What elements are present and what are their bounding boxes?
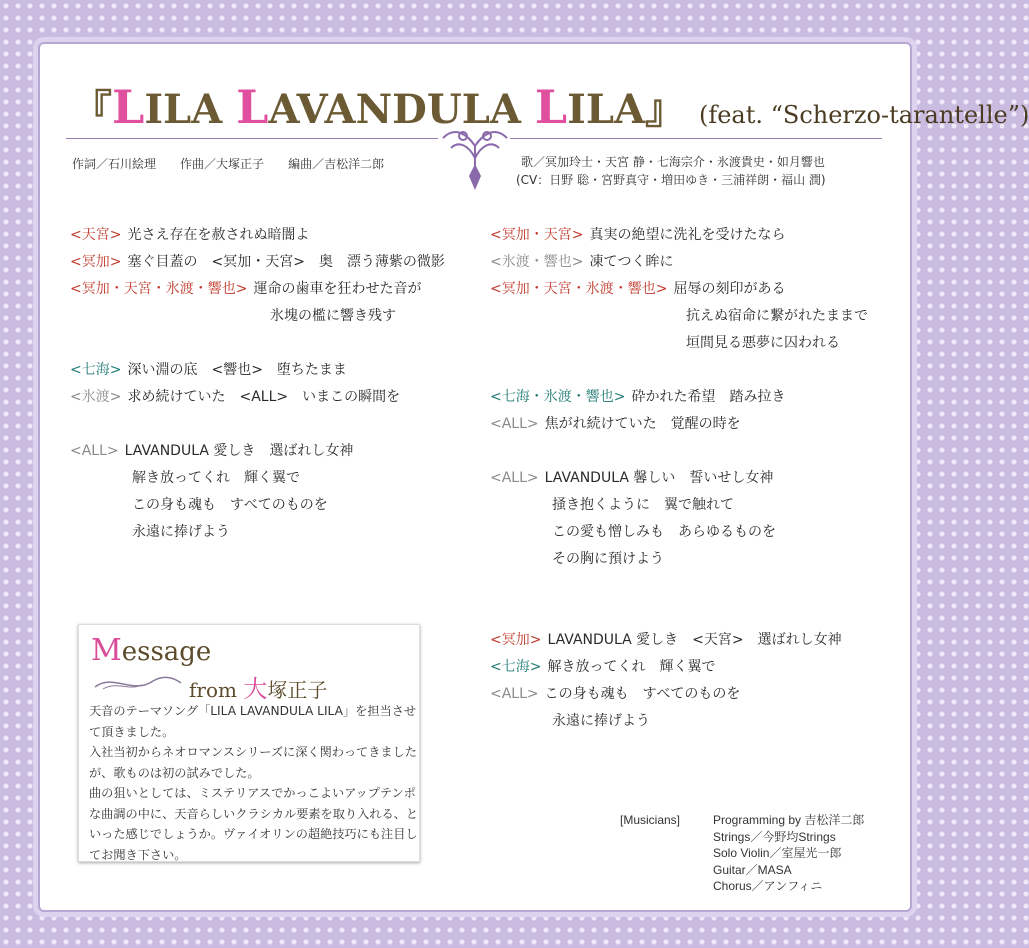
lyric-line: <ALL> LAVANDULA 愛しき 選ばれし女神 (70, 443, 354, 459)
lyric-line: <七海・氷渡・響也> 砕かれた希望 踏み拉き (490, 389, 786, 405)
lyric-line: <冥加・天宮> 真実の絶望に洗礼を受けたなら (490, 227, 786, 243)
credits-cv: (CV：日野 聡・宮野真守・増田ゆき・三浦祥朗・福山 潤) (516, 173, 826, 187)
lyric-line: <七海> 深い淵の底 <響也> 堕ちたまま (70, 362, 347, 378)
lyrics-left (70, 222, 445, 546)
lyric-line: その胸に預けよう (552, 551, 664, 567)
message-body: 天音のテーマソング「LILA LAVANDULA LILA」を担当させて頂きました。 入社当初からネオロマンスシリーズに深く関わってきましたが、歌ものは初の試みでした。 曲の狙いとしては、ミステリアスでかっこよいアップテンポな曲調の中に、天音らしいクラシカル要素を取り入れる、といった感じでしょうか。ヴァイオリンの超絶技巧にも注目してお聞き下さい。 (89, 704, 419, 862)
lyric-line: 抗えぬ宿命に繋がれたままで (686, 308, 868, 324)
lyric-line: <氷渡・響也> 凍てつく眸に (490, 254, 674, 270)
credits-left: 作詞／石川絵理 作曲／大塚正子 編曲／吉松洋二郎 (72, 157, 385, 171)
musicians-list: Programming by 吉松洋二郎 Strings／今野均Strings Solo Violin／室屋光一郎 Guitar／MASA Chorus／アンフィニ (713, 813, 865, 893)
lyric-line: <冥加> 塞ぐ目蓋の <冥加・天宮> 奥 漂う薄紫の微影 (70, 254, 445, 270)
message-title: Message (91, 633, 212, 668)
lyric-line: 氷塊の檻に響き残す (270, 308, 396, 324)
lyric-line: 永遠に捧げよう (552, 713, 650, 729)
song-title: 『LILA LAVANDULA LILA』 (feat. “Scherzo-tarantelle”) (72, 80, 1029, 134)
message-box (78, 624, 420, 862)
lyric-line: <天宮> 光さえ存在を赦されぬ暗闇よ (70, 227, 310, 243)
lyrics-right (490, 222, 868, 735)
lyric-line: <冥加・天宮・氷渡・響也> 運命の歯車を狂わせた音が (70, 281, 422, 297)
lyric-line: 掻き抱くように 翼で触れて (552, 497, 734, 513)
musicians-label: [Musicians] (620, 813, 681, 827)
lyric-line: <氷渡> 求め続けていた <ALL> いまこの瞬間を (70, 389, 401, 405)
lyric-line: 永遠に捧げよう (132, 524, 230, 540)
ornament-icon (437, 124, 513, 196)
lyric-line: <冥加・天宮・氷渡・響也> 屈辱の刻印がある (490, 281, 786, 297)
credits-singers: 歌／冥加玲士・天宮 静・七海宗介・氷渡貴史・如月響也 (521, 155, 825, 169)
divider-right (510, 138, 882, 139)
lyric-line: 垣間見る悪夢に囚われる (686, 335, 840, 351)
lyric-line: <冥加> LAVANDULA 愛しき <天宮> 選ばれし女神 (490, 632, 842, 648)
feat-subtitle: (feat. “Scherzo-tarantelle”) (698, 101, 1029, 129)
swirl-icon (93, 669, 183, 695)
divider-left (66, 138, 438, 139)
lyric-line: <七海> 解き放ってくれ 輝く翼で (490, 659, 716, 675)
lyric-line: <ALL> この身も魂も すべてのものを (490, 686, 741, 702)
lyric-line: <ALL> LAVANDULA 馨しい 誓いせし女神 (490, 470, 774, 486)
lyric-line: <ALL> 焦がれ続けていた 覚醒の時を (490, 416, 741, 432)
lyric-line: この身も魂も すべてのものを (132, 497, 328, 513)
lyric-line: 解き放ってくれ 輝く翼で (132, 470, 300, 486)
lyric-line: この愛も憎しみも あらゆるものを (552, 524, 776, 540)
message-from: from 大塚正子 (189, 675, 328, 703)
